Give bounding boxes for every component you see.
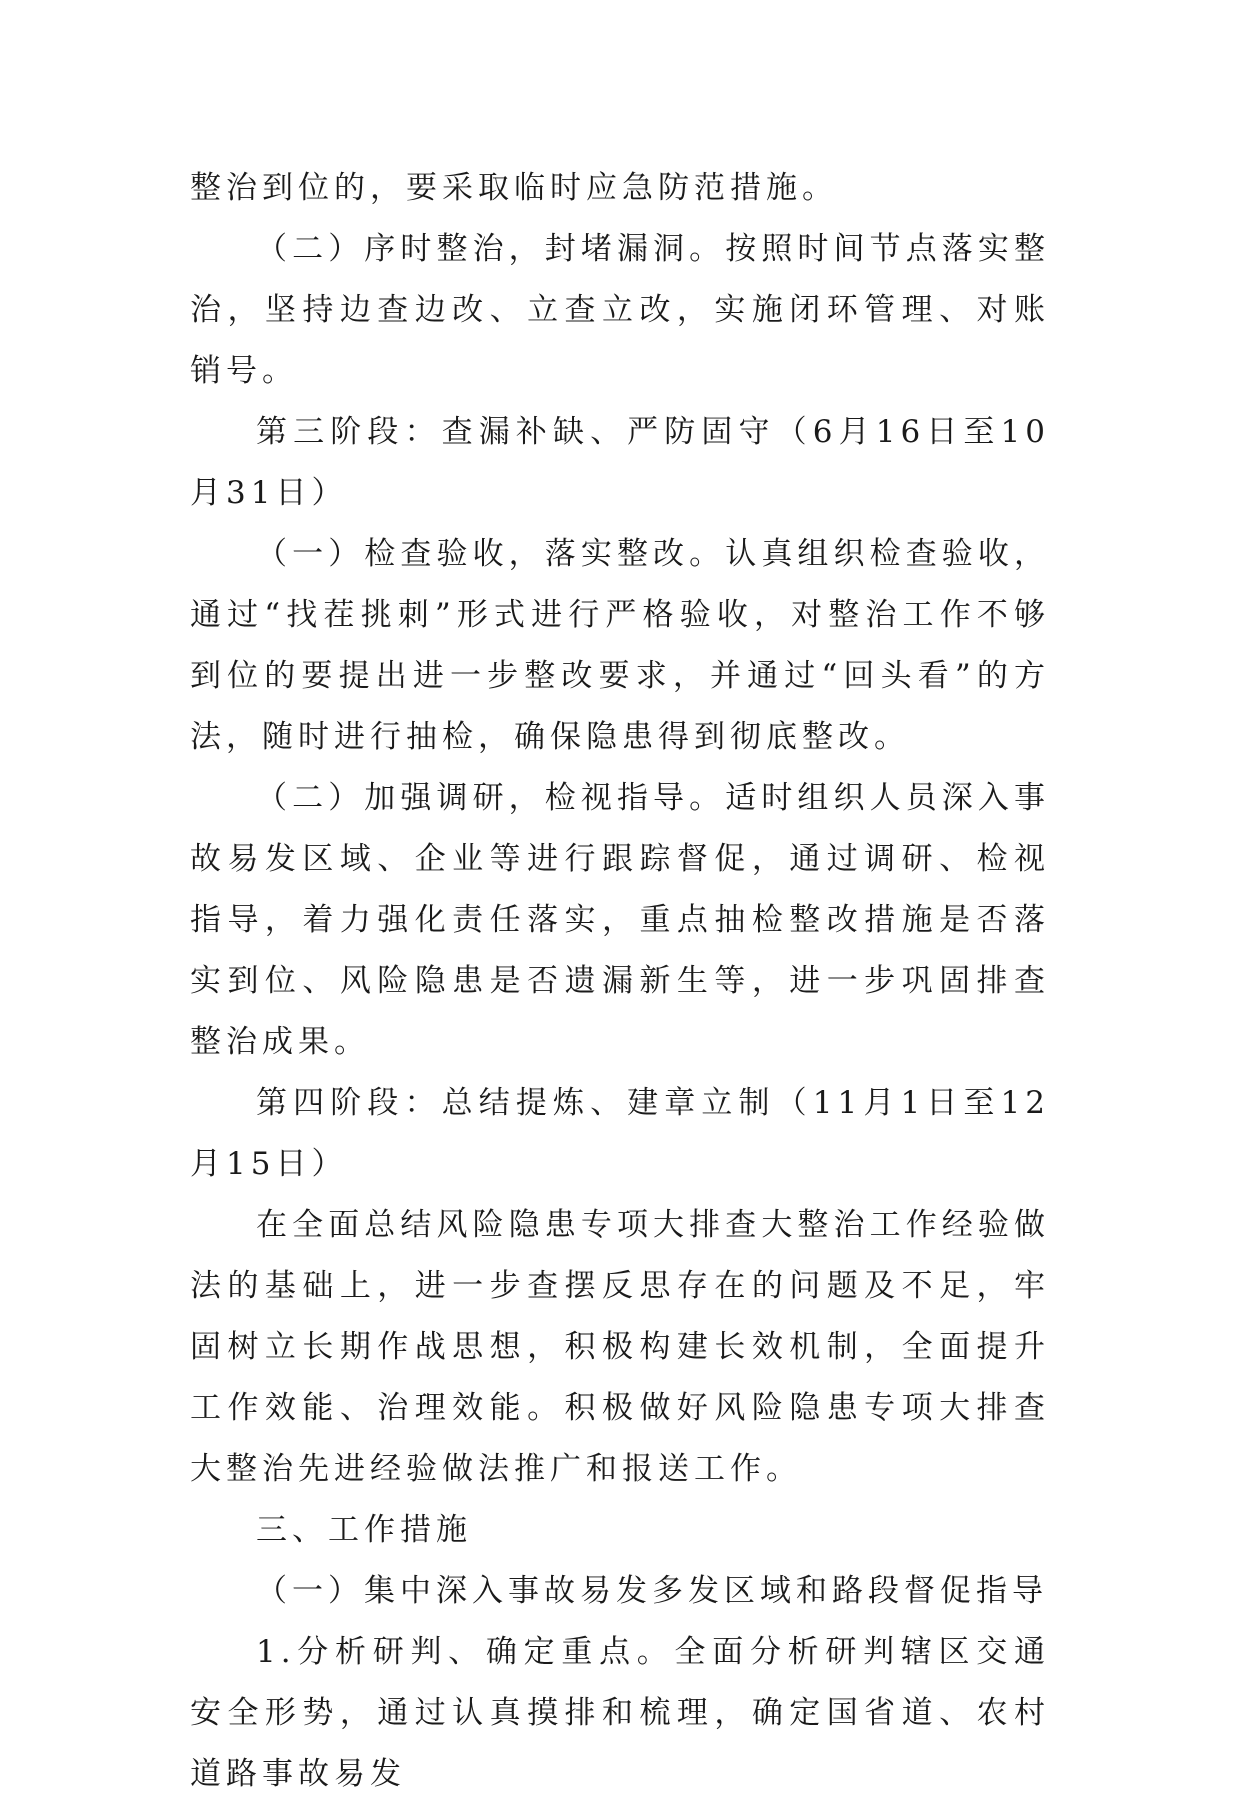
paragraph-4: （一）检查验收，落实整改。认真组织检查验收，通过“找茬挑刺”形式进行严格验收，对整治工作不够到位的要提出进一步整改要求，并通过“回头看”的方法，随时进行抽检，确保隐患得到彻底整改。 <box>190 536 1050 755</box>
subsection-one-heading: （一）集中深入事故易发多发区域和路段督促指导 <box>256 1573 1048 1609</box>
stage-four-heading: 第四阶段：总结提炼、建章立制（11月1日至12月15日） <box>190 1085 1050 1182</box>
stage-three-heading: 第三阶段：查漏补缺、严防固守（6月16日至10月31日） <box>190 414 1050 511</box>
paragraph-7: 在全面总结风险隐患专项大排查大整治工作经验做法的基础上，进一步查摆反思存在的问题及不足，牢固树立长期作战思想，积极构建长效机制，全面提升工作效能、治理效能。积极做好风险隐患专项大排查大整治先进经验做法推广和报送工作。 <box>190 1207 1050 1487</box>
section-three-heading: 三、工作措施 <box>256 1512 472 1548</box>
paragraph-10: 1.分析研判、确定重点。全面分析研判辖区交通安全形势，通过认真摸排和梳理，确定国省道、农村道路事故易发 <box>190 1634 1050 1792</box>
paragraph-1: 整治到位的，要采取临时应急防范措施。 <box>190 170 838 206</box>
document-body <box>190 158 1050 1805</box>
paragraph-5: （二）加强调研，检视指导。适时组织人员深入事故易发区域、企业等进行跟踪督促，通过调研、检视指导，着力强化责任落实，重点抽检整改措施是否落实到位、风险隐患是否遗漏新生等，进一步巩固排查整治成果。 <box>190 780 1050 1060</box>
paragraph-2: （二）序时整治，封堵漏洞。按照时间节点落实整治，坚持边查边改、立查立改，实施闭环管理、对账销号。 <box>190 231 1050 389</box>
